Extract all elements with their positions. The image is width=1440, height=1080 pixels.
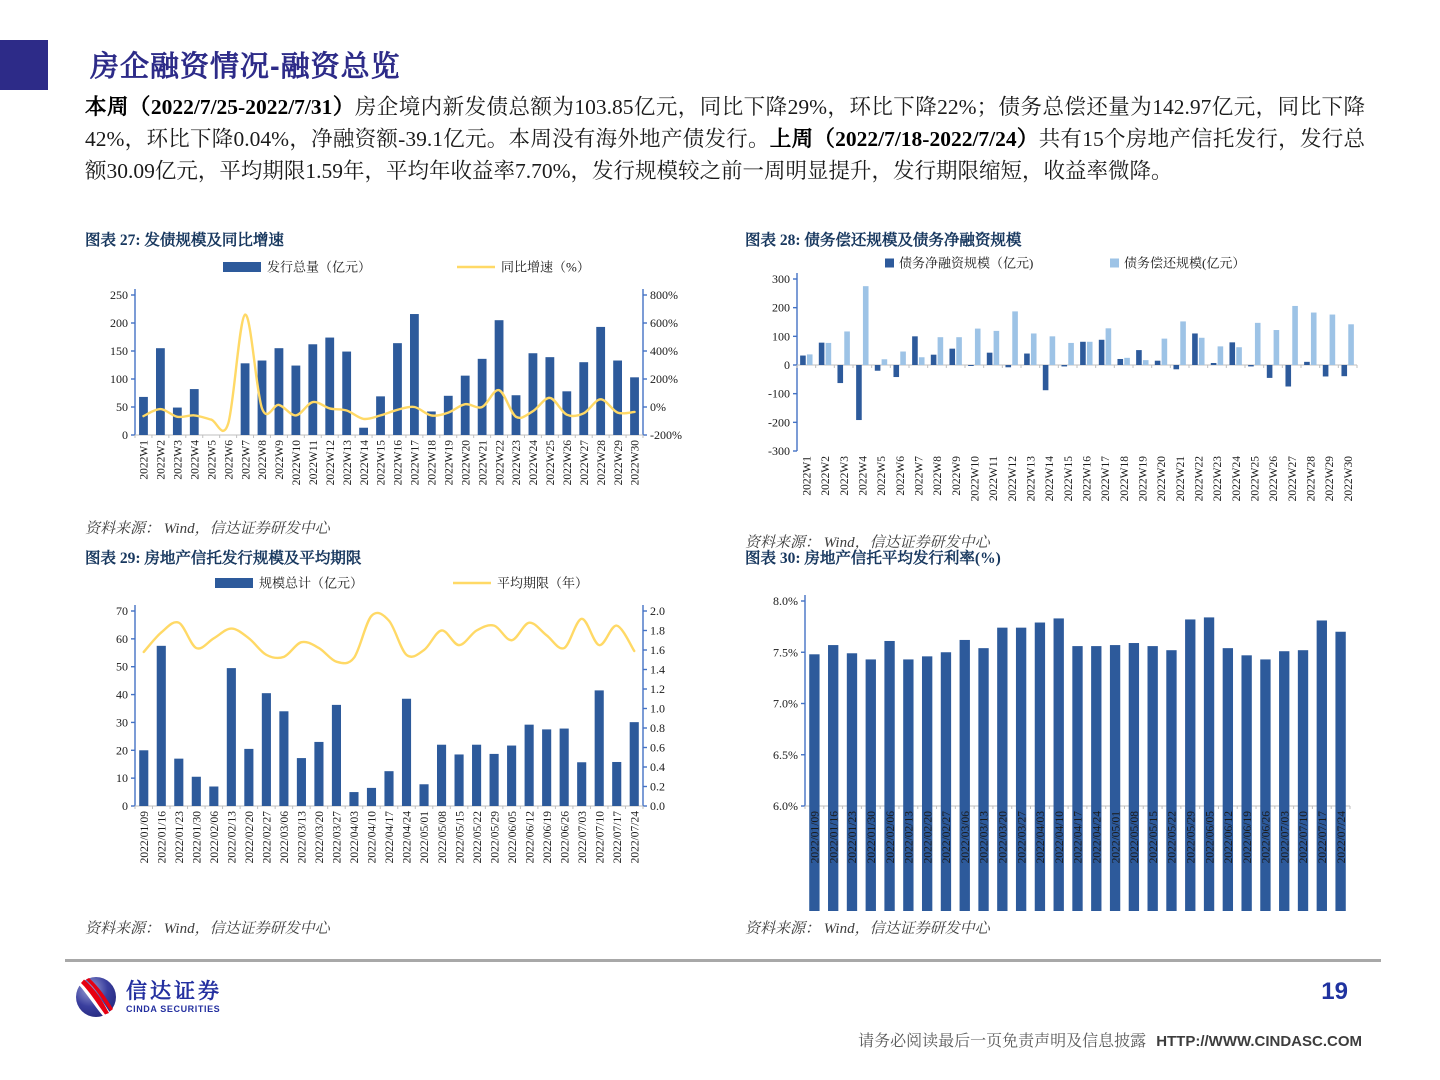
svg-text:300: 300: [772, 272, 790, 286]
svg-text:2022/05/01: 2022/05/01: [419, 811, 432, 864]
svg-text:2022W7: 2022W7: [240, 440, 253, 480]
svg-text:2022W21: 2022W21: [1174, 456, 1187, 502]
svg-text:2022/07/03: 2022/07/03: [1279, 811, 1292, 864]
svg-text:2022W29: 2022W29: [612, 440, 625, 486]
svg-text:-200: -200: [768, 415, 790, 430]
logo-cn-text: 信达证券: [126, 979, 222, 1003]
svg-text:2022/05/08: 2022/05/08: [436, 811, 449, 864]
svg-text:2022W10: 2022W10: [291, 440, 304, 486]
charts-row-bottom: [85, 549, 1365, 938]
svg-text:2022W19: 2022W19: [443, 440, 456, 486]
svg-text:2022W18: 2022W18: [1118, 456, 1131, 502]
svg-text:2022/07/24: 2022/07/24: [1335, 811, 1348, 864]
svg-text:2022/04/10: 2022/04/10: [1053, 811, 1066, 864]
svg-text:2022W9: 2022W9: [274, 440, 287, 480]
svg-text:2022W26: 2022W26: [562, 440, 574, 486]
title-decoration-square: [0, 40, 48, 90]
svg-text:2022W16: 2022W16: [392, 440, 405, 486]
svg-text:2022/03/13: 2022/03/13: [978, 811, 991, 864]
company-url: HTTP://WWW.CINDASC.COM: [1156, 1033, 1362, 1050]
svg-text:2022W11: 2022W11: [308, 440, 320, 485]
svg-text:20: 20: [116, 743, 128, 758]
svg-text:2022/02/06: 2022/02/06: [884, 811, 897, 864]
svg-text:-100: -100: [768, 386, 790, 401]
svg-text:0.8: 0.8: [650, 721, 665, 735]
svg-text:2022W4: 2022W4: [857, 456, 870, 496]
svg-text:2022/02/27: 2022/02/27: [941, 811, 954, 864]
logo-en-text: CINDA SECURITIES: [126, 1003, 221, 1014]
svg-text:2022W15: 2022W15: [1062, 456, 1075, 502]
svg-text:2022W24: 2022W24: [1230, 456, 1243, 502]
svg-text:2022W6: 2022W6: [223, 440, 236, 480]
svg-text:2022/06/12: 2022/06/12: [1223, 811, 1236, 864]
svg-text:同比增速（%）: 同比增速（%）: [501, 259, 590, 275]
svg-text:发行总量（亿元）: 发行总量（亿元）: [267, 259, 372, 275]
svg-text:2022/01/23: 2022/01/23: [847, 811, 860, 864]
svg-text:50: 50: [116, 400, 128, 414]
svg-text:200%: 200%: [650, 372, 678, 386]
svg-text:2022W17: 2022W17: [1100, 456, 1113, 502]
svg-text:2022/01/23: 2022/01/23: [173, 811, 186, 864]
svg-text:债务净融资规模（亿元): 债务净融资规模（亿元): [899, 255, 1034, 271]
svg-text:2022/04/24: 2022/04/24: [401, 811, 414, 864]
svg-text:2022/05/29: 2022/05/29: [489, 811, 502, 864]
svg-text:2022W15: 2022W15: [375, 440, 388, 486]
svg-text:0: 0: [122, 428, 128, 442]
svg-text:0%: 0%: [650, 400, 666, 414]
svg-text:2022/07/17: 2022/07/17: [611, 811, 624, 864]
chart-30-svg: [745, 571, 1365, 911]
svg-text:2022W5: 2022W5: [876, 456, 889, 496]
svg-text:0.2: 0.2: [650, 779, 665, 794]
charts-row-top: [85, 231, 1365, 552]
svg-text:2022W17: 2022W17: [409, 440, 422, 486]
chart-28-svg: [745, 253, 1365, 525]
chart-29-source: 资料来源： Wind，信达证券研发中心: [85, 921, 330, 937]
svg-text:2022W3: 2022W3: [838, 456, 851, 496]
svg-text:2022/05/29: 2022/05/29: [1185, 811, 1198, 864]
svg-text:2022W23: 2022W23: [1212, 456, 1225, 502]
svg-text:1.4: 1.4: [650, 662, 665, 677]
svg-text:30: 30: [116, 715, 128, 730]
chart-28-canvas: [745, 253, 1365, 525]
svg-text:60: 60: [116, 631, 128, 646]
svg-text:规模总计（亿元）: 规模总计（亿元）: [259, 575, 364, 591]
svg-text:2022W23: 2022W23: [511, 440, 524, 486]
svg-text:2022/06/26: 2022/06/26: [559, 811, 572, 864]
svg-text:2022/01/09: 2022/01/09: [138, 811, 151, 864]
svg-text:2022/02/27: 2022/02/27: [261, 811, 274, 864]
cinda-logo-icon: [75, 976, 117, 1018]
svg-text:800%: 800%: [650, 288, 678, 302]
page-title: 房企融资情况-融资总览: [90, 51, 401, 83]
svg-text:2022W22: 2022W22: [1193, 456, 1206, 502]
svg-text:2022/02/13: 2022/02/13: [226, 811, 239, 864]
svg-text:2022/04/17: 2022/04/17: [384, 811, 397, 864]
svg-text:2022W4: 2022W4: [189, 440, 202, 480]
svg-text:7.5%: 7.5%: [773, 645, 798, 660]
svg-text:2022/03/06: 2022/03/06: [279, 811, 292, 864]
svg-text:2022/02/06: 2022/02/06: [209, 811, 222, 864]
svg-text:2022W27: 2022W27: [1286, 456, 1299, 502]
svg-text:0.6: 0.6: [650, 740, 665, 755]
svg-text:200: 200: [772, 300, 790, 315]
svg-text:2022/04/03: 2022/04/03: [1035, 811, 1048, 864]
svg-text:2022W30: 2022W30: [1342, 456, 1355, 502]
svg-text:2022/04/03: 2022/04/03: [349, 811, 362, 864]
svg-text:2022/07/10: 2022/07/10: [1298, 811, 1311, 864]
svg-text:2022/05/08: 2022/05/08: [1129, 811, 1142, 864]
svg-text:2022W7: 2022W7: [913, 456, 926, 496]
svg-text:2022W8: 2022W8: [932, 456, 945, 496]
chart-29-canvas: [85, 571, 700, 911]
summary-text-1: 房企境内新发债总额为103.85亿元，同比下降29%，环比下降22%；债务总偿还量为142.97亿元，同比下降42%，环比下降0.04%，净融资额-39.1亿元。本周没有海外地产债发行。: [85, 95, 1365, 151]
svg-text:1.2: 1.2: [650, 682, 665, 696]
svg-text:2022/05/22: 2022/05/22: [1166, 811, 1179, 864]
svg-text:2022W19: 2022W19: [1137, 456, 1150, 502]
svg-text:2022W8: 2022W8: [257, 440, 270, 480]
svg-text:600%: 600%: [650, 316, 678, 330]
chart-28-block: [745, 231, 1365, 552]
svg-text:2022W6: 2022W6: [894, 456, 907, 496]
svg-text:70: 70: [116, 604, 128, 618]
svg-text:2022/02/13: 2022/02/13: [903, 811, 916, 864]
svg-text:2022/03/06: 2022/03/06: [959, 811, 972, 864]
svg-text:250: 250: [110, 288, 128, 302]
svg-text:2022/01/30: 2022/01/30: [865, 811, 878, 864]
svg-text:2022W2: 2022W2: [820, 456, 833, 496]
svg-text:2022W22: 2022W22: [494, 440, 507, 486]
svg-text:100: 100: [110, 372, 128, 386]
svg-text:债务偿还规模(亿元）: 债务偿还规模(亿元）: [1124, 255, 1246, 271]
svg-text:2022/07/03: 2022/07/03: [576, 811, 589, 864]
svg-text:2022W30: 2022W30: [629, 440, 642, 486]
svg-text:1.6: 1.6: [650, 643, 665, 657]
logo-text: [126, 981, 222, 1014]
svg-text:2022W5: 2022W5: [206, 440, 219, 480]
svg-text:2022/01/30: 2022/01/30: [191, 811, 204, 864]
svg-text:2022W18: 2022W18: [426, 440, 439, 486]
svg-text:0.0: 0.0: [650, 799, 665, 813]
chart-27-block: [85, 231, 700, 552]
svg-text:7.0%: 7.0%: [773, 696, 798, 711]
svg-text:2022/03/27: 2022/03/27: [1016, 811, 1029, 864]
svg-text:100: 100: [772, 329, 790, 344]
svg-text:2022/02/20: 2022/02/20: [922, 811, 935, 864]
footer-divider: [65, 959, 1381, 962]
svg-text:2022/02/20: 2022/02/20: [244, 811, 257, 864]
chart-27-source: 资料来源： Wind，信达证券研发中心: [85, 521, 330, 537]
summary-last-week-bold: 上周（2022/7/18-2022/7/24）: [769, 126, 1039, 151]
svg-text:2022/05/01: 2022/05/01: [1110, 811, 1123, 864]
svg-text:10: 10: [116, 771, 128, 786]
svg-text:2022W27: 2022W27: [578, 440, 591, 486]
svg-text:2022/03/20: 2022/03/20: [314, 811, 327, 864]
svg-text:2022/06/12: 2022/06/12: [524, 811, 537, 864]
svg-text:2022W25: 2022W25: [1249, 456, 1262, 502]
chart-30-source: 资料来源： Wind，信达证券研发中心: [745, 921, 990, 937]
svg-text:2022W28: 2022W28: [1305, 456, 1318, 502]
svg-text:2022W13: 2022W13: [1025, 456, 1038, 502]
footer-note: [858, 1028, 1362, 1051]
svg-text:0: 0: [122, 799, 128, 813]
chart-29-svg: [85, 571, 700, 911]
svg-text:6.5%: 6.5%: [773, 747, 798, 762]
svg-text:2022W9: 2022W9: [950, 456, 963, 496]
svg-text:6.0%: 6.0%: [773, 799, 798, 813]
svg-text:2022W2: 2022W2: [155, 440, 168, 480]
svg-text:2022W10: 2022W10: [969, 456, 982, 502]
chart-27-title: 图表 27: 发债规模及同比增速: [85, 232, 284, 249]
chart-30-title: 图表 30: 房地产信托平均发行利率(%): [745, 550, 1001, 567]
svg-text:2022W25: 2022W25: [545, 439, 558, 486]
svg-text:2022W14: 2022W14: [358, 440, 371, 486]
svg-text:2022/03/20: 2022/03/20: [997, 811, 1010, 864]
chart-29-title: 图表 29: 房地产信托发行规模及平均期限: [85, 550, 362, 567]
svg-text:2022W20: 2022W20: [460, 440, 473, 486]
svg-text:8.0%: 8.0%: [773, 594, 798, 608]
svg-text:2022W28: 2022W28: [595, 440, 608, 486]
svg-text:200: 200: [110, 316, 128, 330]
svg-text:-200%: -200%: [650, 428, 682, 442]
page-number: 19: [1321, 978, 1348, 1005]
svg-text:2022/07/10: 2022/07/10: [594, 811, 607, 864]
svg-text:2022W12: 2022W12: [1006, 456, 1019, 502]
svg-text:2022/05/15: 2022/05/15: [454, 811, 467, 864]
summary-paragraph: [85, 92, 1365, 187]
svg-text:2022/04/10: 2022/04/10: [366, 811, 379, 864]
svg-text:0.4: 0.4: [650, 760, 665, 774]
svg-text:2022W26: 2022W26: [1268, 456, 1281, 502]
svg-text:2022W16: 2022W16: [1081, 456, 1094, 502]
svg-text:2022/06/26: 2022/06/26: [1260, 811, 1273, 864]
chart-27-canvas: [85, 253, 700, 511]
svg-text:2022/06/19: 2022/06/19: [541, 811, 554, 864]
svg-text:2022/01/16: 2022/01/16: [828, 811, 841, 864]
svg-text:2022/05/15: 2022/05/15: [1147, 811, 1160, 864]
svg-text:2022W14: 2022W14: [1044, 456, 1057, 502]
svg-text:2022/06/05: 2022/06/05: [506, 811, 519, 864]
svg-text:2022W20: 2022W20: [1156, 456, 1169, 502]
svg-text:2022/05/22: 2022/05/22: [471, 811, 484, 864]
svg-text:50: 50: [116, 659, 128, 674]
svg-text:400%: 400%: [650, 344, 678, 358]
svg-text:2022W1: 2022W1: [138, 440, 151, 480]
svg-text:2022W13: 2022W13: [341, 440, 354, 486]
svg-text:2022W29: 2022W29: [1324, 456, 1337, 502]
chart-28-source: 资料来源： Wind，信达证券研发中心: [745, 535, 990, 551]
svg-text:2022/03/13: 2022/03/13: [296, 811, 309, 864]
svg-text:1.8: 1.8: [650, 623, 665, 638]
svg-text:2022/04/17: 2022/04/17: [1072, 811, 1085, 864]
disclaimer-text: 请务必阅读最后一页免责声明及信息披露: [858, 1033, 1147, 1050]
svg-text:2022W1: 2022W1: [801, 456, 814, 496]
chart-29-block: [85, 549, 700, 938]
svg-text:平均期限（年）: 平均期限（年）: [497, 575, 589, 591]
svg-text:2022W11: 2022W11: [988, 456, 1001, 501]
svg-text:2022/06/19: 2022/06/19: [1241, 811, 1254, 864]
svg-text:2022/03/27: 2022/03/27: [331, 811, 344, 864]
summary-text-2: 共有15个房地产信托发行，发行总额30.09亿元，平均期限1.59年，平均年收益率7.70%，发行规模较之前一周明显提升，发行期限缩短，收益率微降。: [85, 126, 1365, 183]
svg-text:1.0: 1.0: [650, 701, 665, 716]
svg-text:2022/01/16: 2022/01/16: [156, 811, 169, 864]
chart-28-title: 图表 28: 债务偿还规模及债务净融资规模: [745, 232, 1022, 249]
summary-this-week-bold: 本周（2022/7/25-2022/7/31）: [85, 95, 355, 119]
svg-text:2022/07/17: 2022/07/17: [1317, 811, 1330, 864]
svg-text:2022/07/24: 2022/07/24: [629, 811, 642, 864]
svg-text:2022W24: 2022W24: [528, 440, 541, 486]
svg-text:150: 150: [110, 344, 128, 358]
chart-27-svg: [85, 253, 700, 511]
svg-text:2.0: 2.0: [650, 604, 665, 618]
company-logo: [75, 976, 222, 1018]
svg-text:2022W21: 2022W21: [477, 440, 490, 486]
svg-text:2022W3: 2022W3: [172, 440, 185, 480]
chart-30-block: [745, 549, 1365, 938]
svg-text:2022/01/09: 2022/01/09: [809, 811, 822, 864]
svg-text:2022W12: 2022W12: [324, 440, 337, 486]
svg-text:40: 40: [116, 687, 128, 702]
svg-text:-300: -300: [768, 444, 790, 458]
svg-text:2022/06/05: 2022/06/05: [1204, 811, 1217, 864]
chart-30-canvas: [745, 571, 1365, 911]
svg-text:0: 0: [784, 358, 790, 372]
svg-text:2022/04/24: 2022/04/24: [1091, 811, 1104, 864]
